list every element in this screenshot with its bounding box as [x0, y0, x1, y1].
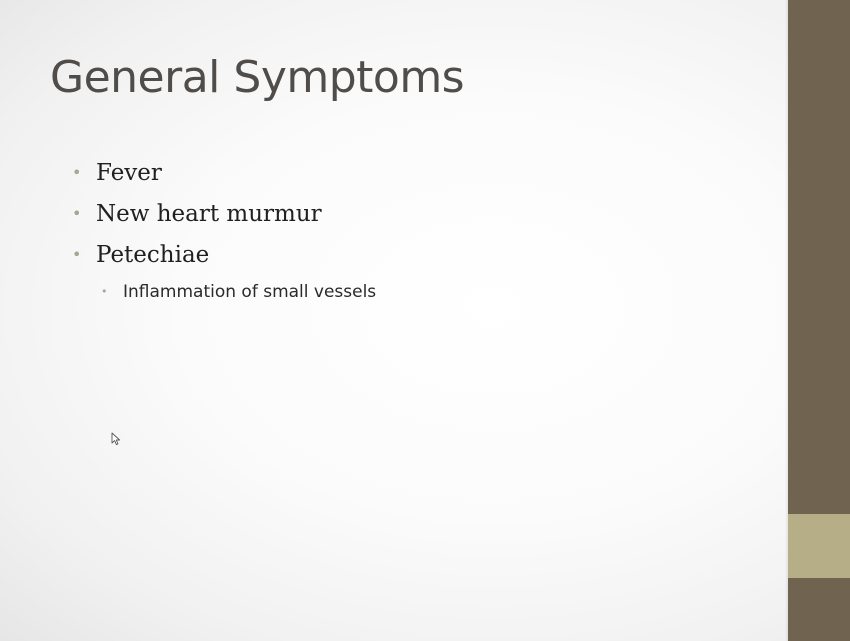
mouse-pointer-icon [111, 432, 121, 446]
bullet-marker: • [72, 163, 82, 182]
bullet-text: Fever [96, 160, 162, 186]
bullet-marker: • [72, 245, 82, 264]
bullet-text: New heart murmur [96, 201, 322, 227]
bullet-item-fever [72, 155, 322, 196]
sub-bullet-item [101, 280, 376, 304]
bullet-marker: • [72, 204, 82, 223]
right-accent-block [788, 514, 850, 578]
bullet-item-petechiae [72, 237, 322, 278]
bullet-list [72, 155, 322, 278]
bullet-item-heart-murmur [72, 196, 322, 237]
sub-bullet-marker: • [101, 285, 108, 298]
bullet-text: Petechiae [96, 242, 210, 268]
sub-bullet-text: Inflammation of small vessels [123, 282, 377, 302]
slide-title: General Symptoms [50, 52, 465, 103]
